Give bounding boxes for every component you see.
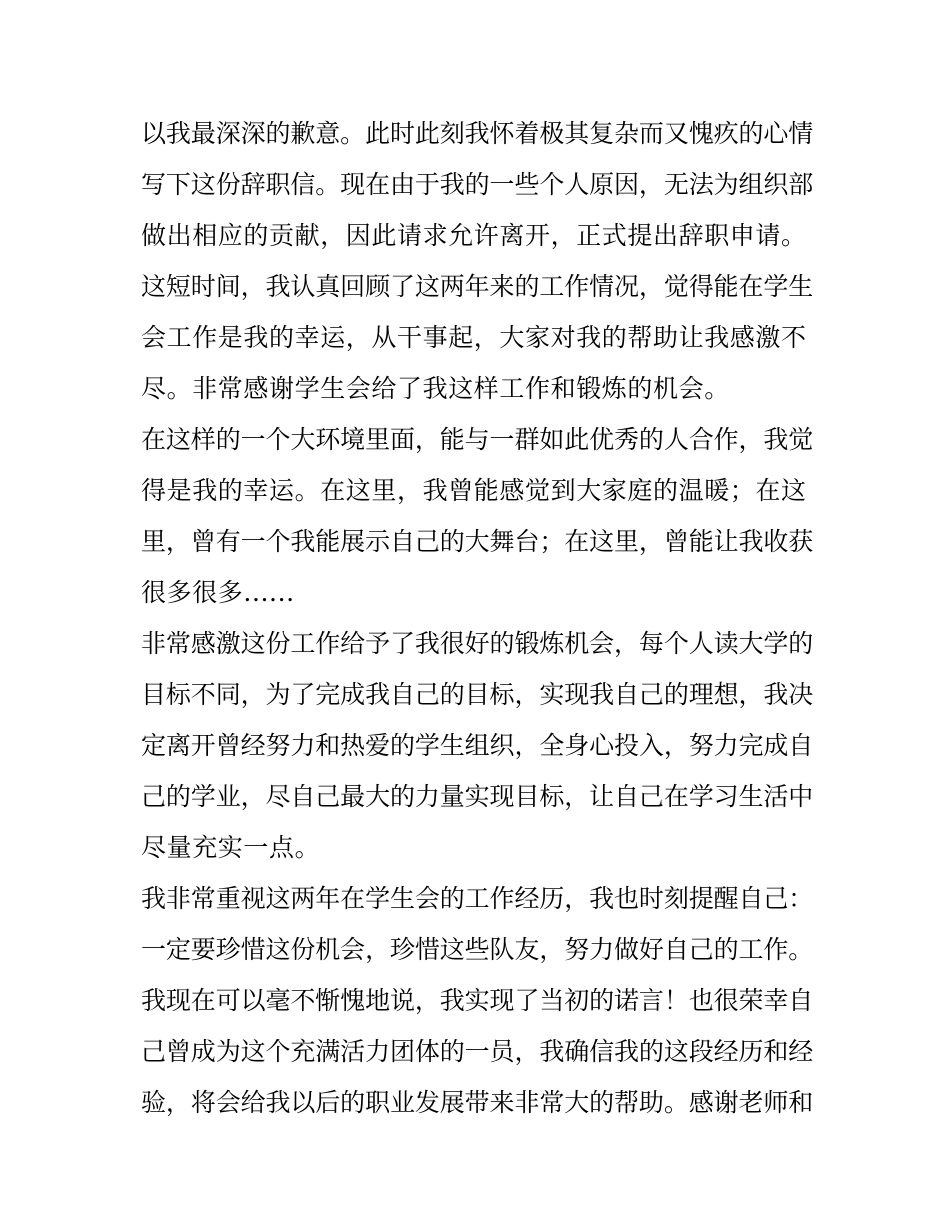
text-line: 做出相应的贡献，因此请求允许离开，正式提出辞职申请。: [141, 221, 807, 250]
text-line: 我非常重视这两年在学生会的工作经历，我也时刻提醒自己：: [141, 884, 814, 913]
text-line: 很多很多......: [141, 578, 295, 607]
text-line: 里，曾有一个我能展示自己的大舞台；在这里，曾能让我收获: [141, 527, 814, 556]
text-line: 以我最深深的歉意。此时此刻我怀着极其复杂而又愧疚的心情: [141, 119, 814, 148]
text-line: 会工作是我的幸运，从干事起，大家对我的帮助让我感激不: [141, 323, 807, 352]
text-line: 目标不同，为了完成我自己的目标，实现我自己的理想，我决: [141, 680, 814, 709]
text-line: 我现在可以毫不惭愧地说，我实现了当初的诺言！也很荣幸自: [141, 986, 814, 1015]
document-body: [141, 108, 813, 1128]
text-line: 写下这份辞职信。现在由于我的一些个人原因，无法为组织部: [141, 170, 814, 199]
text-line: 尽量充实一点。: [141, 833, 321, 862]
text-line: 非常感激这份工作给予了我很好的锻炼机会，每个人读大学的: [141, 629, 814, 658]
text-line: 己的学业，尽自己最大的力量实现目标，让自己在学习生活中: [141, 782, 814, 811]
text-line: 得是我的幸运。在这里，我曾能感觉到大家庭的温暖；在这: [141, 476, 807, 505]
text-line: 定离开曾经努力和热爱的学生组织，全身心投入，努力完成自: [141, 731, 814, 760]
text-line: 验，将会给我以后的职业发展带来非常大的帮助。感谢老师和: [141, 1088, 814, 1117]
text-line: 尽。非常感谢学生会给了我这样工作和锻炼的机会。: [141, 374, 730, 403]
text-line: 一定要珍惜这份机会，珍惜这些队友，努力做好自己的工作。: [141, 935, 814, 964]
text-line: 这短时间，我认真回顾了这两年来的工作情况，觉得能在学生: [141, 272, 814, 301]
text-line: 在这样的一个大环境里面，能与一群如此优秀的人合作，我觉: [141, 425, 814, 454]
text-line: 己曾成为这个充满活力团体的一员，我确信我的这段经历和经: [141, 1037, 814, 1066]
